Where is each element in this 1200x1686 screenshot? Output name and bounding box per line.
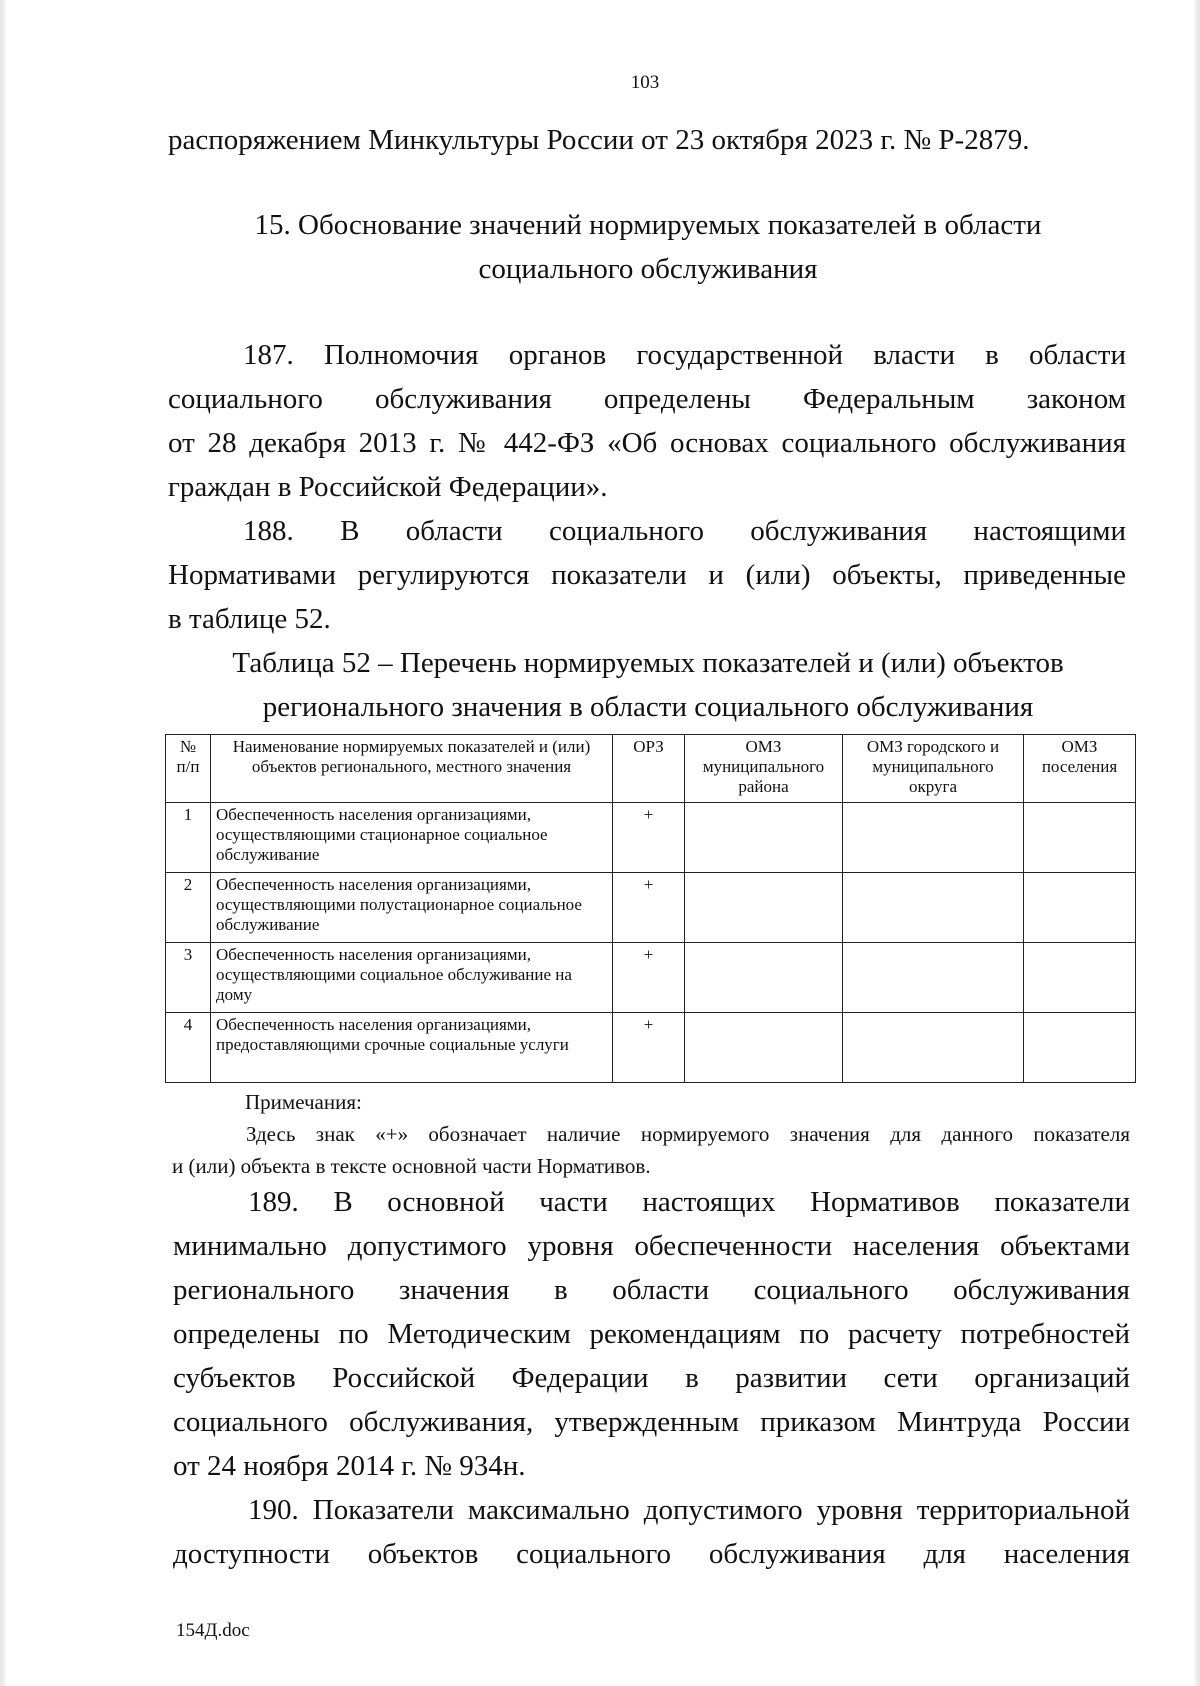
table-row <box>166 873 1136 943</box>
para187-line3: от 28 декабря 2013 г. № 442-ФЗ «Об основах социального обслуживания <box>168 427 1126 459</box>
row-omz-district <box>685 803 843 873</box>
row-omz-district <box>685 873 843 943</box>
para189-line1: 189. В основной части настоящих Нормативов показатели <box>248 1186 1130 1218</box>
row-num: 1 <box>166 803 211 873</box>
para189-line4: определены по Методическим рекомендациям по расчету потребностей <box>173 1318 1130 1350</box>
table-caption-line1: Таблица 52 – Перечень нормируемых показателей и (или) объектов <box>232 647 1064 679</box>
intro-line: распоряжением Минкультуры России от 23 октября 2023 г. № Р-2879. <box>168 124 1030 156</box>
row-omz-settlement <box>1024 943 1136 1013</box>
page-number: 103 <box>630 72 660 93</box>
header-num: № п/п <box>166 735 211 803</box>
row-omz-city <box>843 1013 1024 1083</box>
scan-edge-right <box>1194 0 1200 1686</box>
para187-line4: граждан в Российской Федерации». <box>168 471 608 503</box>
row-orz: + <box>613 873 685 943</box>
notes-title: Примечания: <box>245 1090 362 1114</box>
row-name: Обеспеченность населения организациями, осуществляющими социальное обслуживание на дому <box>211 943 613 1013</box>
para189-line5: субъектов Российской Федерации в развитии сети организаций <box>173 1362 1130 1394</box>
row-num: 3 <box>166 943 211 1013</box>
row-omz-settlement <box>1024 873 1136 943</box>
row-num: 2 <box>166 873 211 943</box>
table-caption-line2: регионального значения в области социального обслуживания <box>262 691 1034 723</box>
table-52 <box>165 734 1136 1083</box>
row-num: 4 <box>166 1013 211 1083</box>
row-omz-city <box>843 803 1024 873</box>
para187-line2: социального обслуживания определены Федеральным законом <box>168 383 1126 415</box>
para189-line3: регионального значения в области социального обслуживания <box>173 1274 1130 1306</box>
header-orz: ОРЗ <box>613 735 685 803</box>
header-omz-district: ОМЗ муниципального района <box>685 735 843 803</box>
row-orz: + <box>613 943 685 1013</box>
para189-line6: социального обслуживания, утвержденным приказом Минтруда России <box>173 1406 1130 1438</box>
table-row <box>166 1013 1136 1083</box>
row-omz-district <box>685 1013 843 1083</box>
row-name: Обеспеченность населения организациями, осуществляющими полустационарное социальное обслуживание <box>211 873 613 943</box>
row-omz-district <box>685 943 843 1013</box>
para189-line2: минимально допустимого уровня обеспеченности населения объектами <box>173 1230 1130 1262</box>
table-row <box>166 943 1136 1013</box>
row-orz: + <box>613 803 685 873</box>
para190-line2: доступности объектов социального обслуживания для населения <box>173 1538 1130 1570</box>
para190-line1: 190. Показатели максимально допустимого уровня территориальной <box>248 1494 1130 1526</box>
section-title-line2: социального обслуживания <box>478 253 818 285</box>
header-name: Наименование нормируемых показателей и (или) объектов регионального, местного значения <box>211 735 613 803</box>
para189-line7: от 24 ноября 2014 г. № 934н. <box>173 1450 526 1482</box>
section-title-line1: 15. Обоснование значений нормируемых показателей в области <box>254 209 1042 241</box>
para188-line2: Нормативами регулируются показатели и (или) объекты, приведенные <box>168 559 1126 591</box>
notes-body <box>172 1118 1130 1182</box>
para188-line3: в таблице 52. <box>168 603 331 635</box>
notes-line2: и (или) объекта в тексте основной части Нормативов. <box>172 1154 651 1178</box>
para187-line1: 187. Полномочия органов государственной власти в области <box>243 339 1126 371</box>
para188-line1: 188. В области социального обслуживания настоящими <box>243 515 1126 547</box>
row-orz: + <box>613 1013 685 1083</box>
footer-filename: 154Д.doc <box>176 1620 250 1641</box>
row-omz-city <box>843 943 1024 1013</box>
table-row <box>166 803 1136 873</box>
header-omz-settlement: ОМЗ поселения <box>1024 735 1136 803</box>
header-omz-city: ОМЗ городского и муниципального округа <box>843 735 1024 803</box>
row-omz-settlement <box>1024 803 1136 873</box>
row-name: Обеспеченность населения организациями, осуществляющими стационарное социальное обслуживание <box>211 803 613 873</box>
notes-line1: Здесь знак «+» обозначает наличие нормируемого значения для данного показателя <box>246 1122 1130 1146</box>
row-omz-city <box>843 873 1024 943</box>
row-omz-settlement <box>1024 1013 1136 1083</box>
table-header-row <box>166 735 1136 803</box>
scan-edge-left <box>0 0 6 1686</box>
row-name: Обеспеченность населения организациями, предоставляющими срочные социальные услуги <box>211 1013 613 1083</box>
